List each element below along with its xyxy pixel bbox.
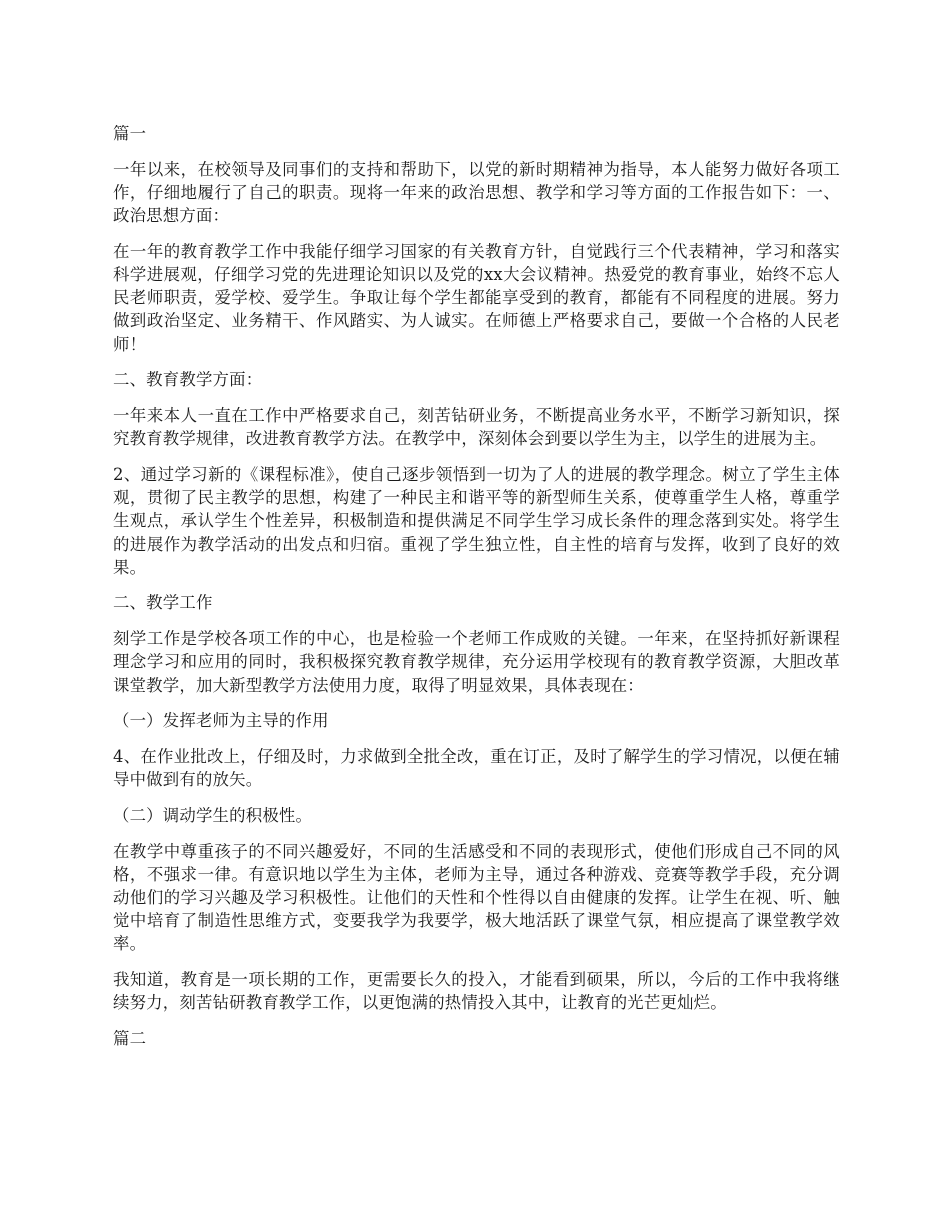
curriculum-standard-paragraph: 2、通过学习新的《课程标准》，使自己逐步领悟到一切为了人的进展的教学理念。树立了学生主体观，贯彻了民主教学的思想，构建了一种民主和谐平等的新型师生关系，使尊重学生人格，尊重学生观点，承认学生个性差异，积极制造和提供满足不同学生学习成长条件的理念落到实处。将学生的进展作为教学活动的出发点和归宿。重视了学生独立性，自主性的培育与发挥，收到了良好的效果。 [113,464,840,577]
conclusion-paragraph: 我知道，教育是一项长期的工作，更需要长久的投入，才能看到硕果，所以，今后的工作中我将继续努力，刻苦钻研教育教学工作，以更饱满的热情投入其中，让教育的光芒更灿烂。 [113,970,840,1013]
document-page [113,122,840,1063]
homework-correction-paragraph: 4、在作业批改上，仔细及时，力求做到全批全改，重在订正，及时了解学生的学习情况，以便在辅导中做到有的放矢。 [113,746,840,790]
political-thought-paragraph: 在一年的教育教学工作中我能仔细学习国家的有关教育方针，自觉践行三个代表精神，学习和落实科学进展观，仔细学习党的先进理论知识以及党的xx大会议精神。热爱党的教育事业，始终不忘人民老师职责，爱学校、爱学生。争取让每个学生都能享受到的教育，都能有不同程度的进展。努力做到政治坚定、业务精干、作风踏实、为人诚实。在师德上严格要求自己，要做一个合格的人民老师！ [113,241,840,354]
self-discipline-paragraph: 一年来本人一直在工作中严格要求自己，刻苦钻研业务，不断提高业务水平，不断学习新知识，探究教育教学规律，改进教育教学方法。在教学中，深刻体会到要以学生为主，以学生的进展为主。 [113,406,840,449]
intro-paragraph: 一年以来，在校领导及同事们的支持和帮助下，以党的新时期精神为指导，本人能努力做好各项工作，仔细地履行了自己的职责。现将一年来的政治思想、教学和学习等方面的工作报告如下：一、政治思想方面： [113,159,840,226]
teacher-leading-role-heading: （一）发挥老师为主导的作用 [113,711,329,731]
section-heading-part-one: 篇一 [113,124,147,143]
student-motivation-heading: （二）调动学生的积极性。 [113,805,313,825]
teaching-work-paragraph: 刻学工作是学校各项工作的中心，也是检验一个老师工作成败的关键。一年来，在坚持抓好新课程理念学习和应用的同时，我积极探究教育教学规律，充分运用学校现有的教育教学资源，大胆改革课堂教学，加大新型教学方法使用力度，取得了明显效果，具体表现在： [113,629,840,695]
section-heading-part-two: 篇二 [113,1029,147,1048]
student-interest-paragraph: 在教学中尊重孩子的不同兴趣爱好，不同的生活感受和不同的表现形式，使他们形成自己不同的风格，不强求一律。有意识地以学生为主体，老师为主导，通过各种游戏、竞赛等教学手段，充分调动他们的学习兴趣及学习积极性。让他们的天性和个性得以自由健康的发挥。让学生在视、听、触觉中培育了制造性思维方式，变要我学为我要学，极大地活跃了课堂气氛，相应提高了课堂教学效率。 [113,841,840,954]
education-teaching-heading: 二、教育教学方面： [113,370,263,390]
teaching-work-heading: 二、教学工作 [113,593,213,613]
